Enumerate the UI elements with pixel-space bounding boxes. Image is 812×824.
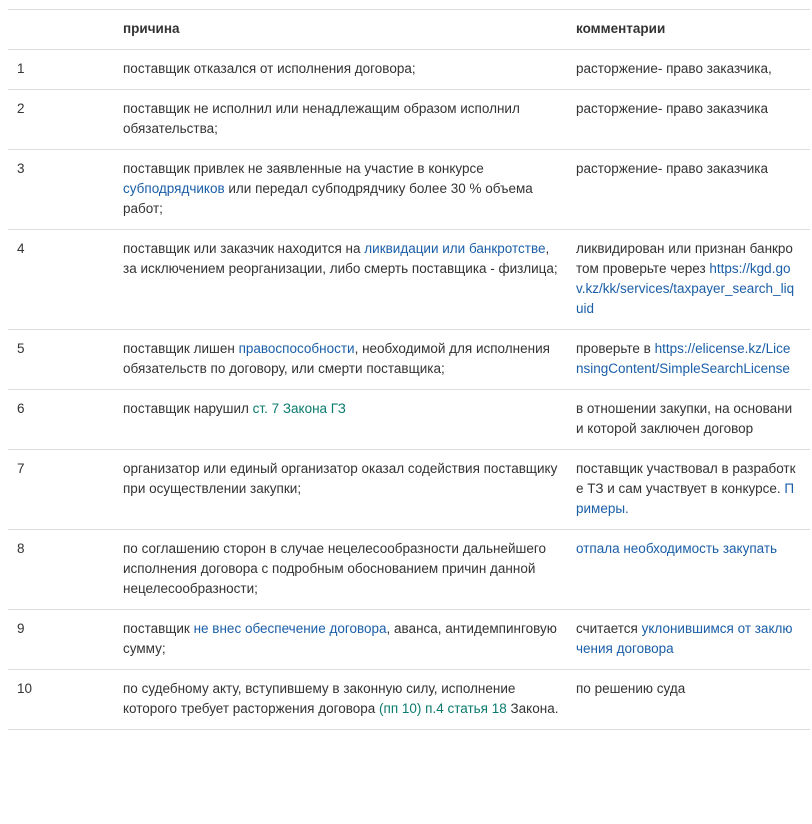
comment-cell — [568, 390, 810, 450]
cell-text: проверьте в — [576, 341, 655, 356]
reason-cell — [114, 90, 568, 150]
cell-text: по решению суда — [576, 681, 686, 696]
cell-text: ликвидирован или признан банкротом проверьте через — [576, 241, 793, 276]
grounds-table — [8, 9, 810, 730]
comment-cell — [568, 230, 810, 330]
row-number: 10 — [8, 670, 114, 730]
comment-cell — [568, 610, 810, 670]
comment-cell — [568, 330, 810, 390]
comment-cell — [568, 50, 810, 90]
row-number: 4 — [8, 230, 114, 330]
row-number: 7 — [8, 450, 114, 530]
reason-cell — [114, 150, 568, 230]
link[interactable]: ст. 7 Закона ГЗ — [252, 401, 346, 416]
cell-text: организатор или единый организатор оказал содействия поставщику при осуществлении закупки; — [123, 461, 558, 496]
cell-text: Закона. — [506, 701, 559, 716]
cell-text: поставщик нарушил — [123, 401, 253, 416]
cell-text: поставщик отказался от исполнения договора; — [123, 61, 416, 76]
link[interactable]: ликвидации или банкротстве — [364, 241, 546, 256]
reason-cell — [114, 450, 568, 530]
row-number: 1 — [8, 50, 114, 90]
link[interactable]: https://elicense.kz/LicensingContent/SimpleSearchLicense — [576, 341, 791, 376]
cell-text: расторжение- право заказчика — [576, 161, 768, 176]
cell-text: поставщик лишен — [123, 341, 239, 356]
link[interactable]: субподрядчиков — [123, 181, 225, 196]
table-row — [8, 230, 810, 330]
table-row — [8, 390, 810, 450]
cell-text: поставщик не исполнил или ненадлежащим образом исполнил обязательства; — [123, 101, 520, 136]
link[interactable]: Примеры. — [576, 481, 795, 516]
cell-text: , аванса, антидемпинговую сумму; — [123, 621, 557, 656]
row-number: 2 — [8, 90, 114, 150]
link[interactable]: отпала необходимость закупать — [576, 541, 778, 556]
cell-text: , необходимой для исполнения обязательств по договору, или смерти поставщика; — [123, 341, 550, 376]
table-row — [8, 530, 810, 610]
comment-cell — [568, 530, 810, 610]
reason-cell — [114, 330, 568, 390]
table-row — [8, 450, 810, 530]
cell-text: расторжение- право заказчика — [576, 101, 768, 116]
table-row — [8, 670, 810, 730]
comment-cell — [568, 450, 810, 530]
column-header-comment: комментарии — [568, 10, 810, 50]
row-number: 3 — [8, 150, 114, 230]
cell-text: в отношении закупки, на основании которой заключен договор — [576, 401, 793, 436]
reason-cell — [114, 230, 568, 330]
comment-cell — [568, 90, 810, 150]
reason-cell — [114, 670, 568, 730]
comment-cell — [568, 150, 810, 230]
table-row — [8, 330, 810, 390]
link[interactable]: (пп 10) п.4 статья 18 — [379, 701, 507, 716]
row-number: 5 — [8, 330, 114, 390]
cell-text: или передал субподрядчику более 30 % объема работ; — [123, 181, 533, 216]
table-row — [8, 50, 810, 90]
column-header-reason: причина — [114, 10, 568, 50]
table-header-row — [8, 10, 810, 50]
reason-cell — [114, 50, 568, 90]
link[interactable]: правоспособности — [238, 341, 355, 356]
cell-text: поставщик или заказчик находится на — [123, 241, 365, 256]
cell-text: , за исключением реорганизации, либо смерть поставщика - физлица; — [123, 241, 558, 276]
comment-cell — [568, 670, 810, 730]
row-number: 9 — [8, 610, 114, 670]
cell-text: поставщик привлек не заявленные на участие в конкурсе — [123, 161, 484, 176]
reason-cell — [114, 610, 568, 670]
cell-text: по соглашению сторон в случае нецелесообразности дальнейшего исполнения договора с подробным обоснованием причин данной нецелесообразности; — [123, 541, 546, 596]
cell-text: расторжение- право заказчика, — [576, 61, 772, 76]
link[interactable]: уклонившимся от заключения договора — [576, 621, 793, 656]
row-number: 8 — [8, 530, 114, 610]
table-row — [8, 150, 810, 230]
cell-text: считается — [576, 621, 642, 636]
link[interactable]: https://kgd.gov.kz/kk/services/taxpayer_search_liquid — [576, 261, 795, 316]
reason-cell — [114, 390, 568, 450]
row-number: 6 — [8, 390, 114, 450]
column-header-number — [8, 10, 114, 50]
cell-text: поставщик участвовал в разработке ТЗ и сам участвует в конкурсе. — [576, 461, 796, 496]
table-row — [8, 90, 810, 150]
table-row — [8, 610, 810, 670]
link[interactable]: не внес обеспечение договора — [193, 621, 387, 636]
cell-text: по судебному акту, вступившему в законную силу, исполнение которого требует расторжения договора — [123, 681, 516, 716]
reason-cell — [114, 530, 568, 610]
cell-text: поставщик — [123, 621, 194, 636]
